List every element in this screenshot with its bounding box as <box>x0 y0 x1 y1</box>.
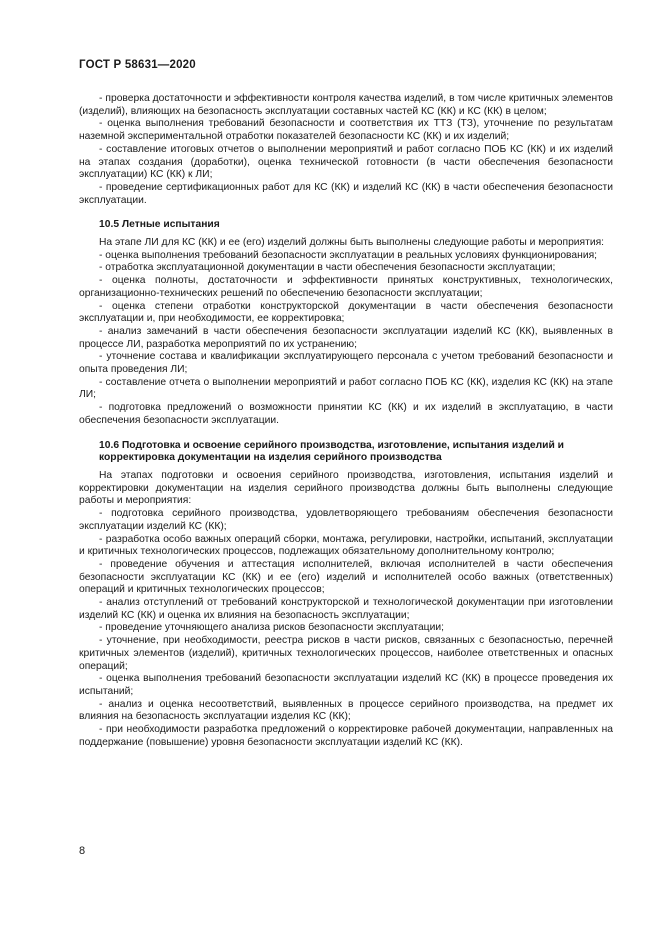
paragraph: - разработка особо важных операций сборки, монтажа, регулировки, настройки, испытаний, эксплуатации и критичных технологических процессов, подлежащих обязательному дополнительному контролю; <box>79 533 613 558</box>
paragraph: - проведение обучения и аттестация исполнителей, включая исполнителей в части обеспечения безопасности эксплуатации КС (КК) и ее (его) изделий и исполнителей особо важных (ответственных) операций и критичных технологических процессов; <box>79 558 613 596</box>
document-header: ГОСТ Р 58631—2020 <box>79 59 196 71</box>
paragraph: - оценка выполнения требований безопасности эксплуатации в реальных условиях функционирования; <box>99 249 598 261</box>
paragraph: - подготовка серийного производства, удовлетворяющего требованиям обеспечения безопасности эксплуатации изделий КС (КК); <box>79 508 613 532</box>
paragraph: - оценка выполнения требований безопасности эксплуатации изделий КС (КК) в процессе проведения их испытаний; <box>79 673 613 697</box>
paragraph: На этапах подготовки и освоения серийного производства, изготовления, испытания изделий и корректировки документации на изделия серийного производства должны быть выполнены следующие работы и мероприятия: <box>79 469 613 507</box>
paragraph: - составление отчета о выполнении мероприятий и работ согласно ПОБ КС (КК), изделия КС (КК) на этапе ЛИ; <box>79 376 613 401</box>
paragraph: - подготовка предложений о возможности принятии КС (КК) и их изделий в эксплуатацию, в части обеспечения безопасности эксплуатации. <box>79 402 613 426</box>
paragraph: - отработка эксплуатационной документации в части обеспечения безопасности эксплуатации; <box>99 262 556 274</box>
paragraph: - составление итоговых отчетов о выполнении мероприятий и работ согласно ПОБ КС (КК) и их изделий на этапах создания (доработки), оценка технической готовности (в части обеспечения безопасности эксплуатации) КС (КК) к ЛИ; <box>79 143 613 181</box>
page-number: 8 <box>79 845 86 857</box>
section-heading-10-5: 10.5 Летные испытания <box>99 219 220 231</box>
paragraph: - оценка выполнения требований безопасности и соответствия их ТТЗ (ТЗ), уточнение по результатам наземной экспериментальной отработки показателей безопасности КС (КК) и их изделий; <box>79 118 613 143</box>
paragraph: - уточнение, при необходимости, реестра рисков в части рисков, связанных с безопасностью, перечней критичных элементов (изделий), критичных технологических процессов, наиболее ответственных и опасных операций; <box>79 635 613 672</box>
paragraph: На этапе ЛИ для КС (КК) и ее (его) изделий должны быть выполнены следующие работы и мероприятия: <box>99 237 605 249</box>
paragraph: - уточнение состава и квалификации эксплуатирующего персонала с учетом требований безопасности и опыта проведения ЛИ; <box>79 351 613 376</box>
paragraph: - анализ отступлений от требований конструкторской и технологической документации при изготовлении изделий КС (КК) и оценка их влияния на безопасность эксплуатации; <box>79 597 613 621</box>
section-heading-10-6: 10.6 Подготовка и освоение серийного производства, изготовление, испытания изделий и корректировка документации на изделия серийного производства <box>99 439 565 464</box>
paragraph: - анализ и оценка несоответствий, выявленных в процессе серийного производства, на предмет их влияния на безопасность эксплуатации изделия КС (КК); <box>79 698 613 723</box>
paragraph: - проведение сертификационных работ для КС (КК) и изделий КС (КК) в части обеспечения безопасности эксплуатации. <box>79 181 613 206</box>
paragraph: - проведение уточняющего анализа рисков безопасности эксплуатации; <box>99 622 444 634</box>
paragraph: - при необходимости разработка предложений о корректировке рабочей документации, направленных на поддержание (повышение) уровня безопасности эксплуатации изделий КС (КК). <box>79 724 613 748</box>
paragraph: - оценка полноты, достаточности и эффективности принятых конструктивных, технологических, организационно-технических решений по обеспечению безопасности эксплуатации; <box>79 275 613 299</box>
paragraph: - анализ замечаний в части обеспечения безопасности эксплуатации изделий КС (КК), выявленных в процессе ЛИ, разработка мероприятий по их устранению; <box>79 325 613 350</box>
document-body <box>79 93 613 749</box>
paragraph: - проверка достаточности и эффективности контроля качества изделий, в том числе критичных элементов (изделий), влияющих на безопасность эксплуатации составных частей КС (КК) и КС (КК) в целом; <box>79 93 613 117</box>
paragraph: - оценка степени отработки конструкторской документации в части обеспечения безопасности эксплуатации и, при необходимости, ее корректировка; <box>79 300 613 325</box>
